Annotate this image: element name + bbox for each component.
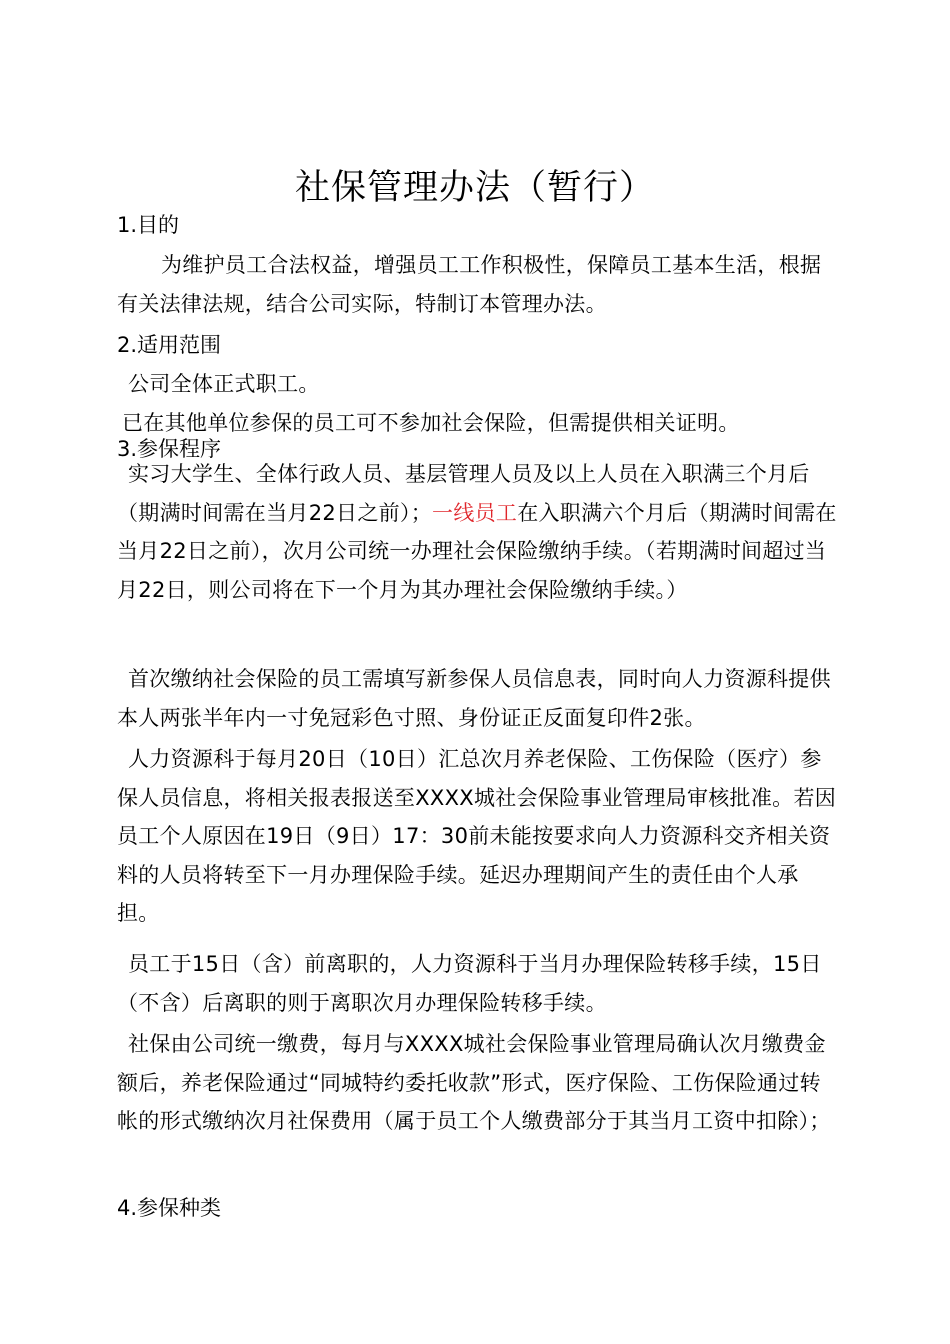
paragraph-procedure-2: 首次缴纳社会保险的员工需填写新参保人员信息表，同时向人力资源科提供本人两张半年内一寸免冠彩色寸照、身份证正反面复印件2张。 — [117, 667, 831, 730]
section-heading-purpose: 1.目的 — [117, 213, 180, 237]
paragraph-procedure-1 — [117, 455, 837, 609]
paragraph-purpose: 为维护员工合法权益，增强员工工作积极性，保障员工基本生活，根据有关法律法规，结合公司实际，特制订本管理办法。 — [117, 253, 822, 316]
section-heading-insurance-types: 4.参保种类 — [117, 1196, 222, 1220]
highlight-frontline-staff: 一线员工 — [432, 500, 518, 525]
paragraph-procedure-5: 社保由公司统一缴费，每月与XXXX城社会保险事业管理局确认次月缴费金额后，养老保险通过“同城特约委托收款”形式，医疗保险、工伤保险通过转帐的形式缴纳次月社保费用（属于员工个人缴费部分于其当月工资中扣除）； — [117, 1032, 831, 1133]
paragraph-procedure-4: 员工于15日（含）前离职的，人力资源科于当月办理保险转移手续，15日（不含）后离职的则于离职次月办理保险转移手续。 — [117, 952, 822, 1015]
section-heading-procedure: 3.参保程序 — [117, 437, 222, 461]
text-run: 在入职满六个月后（期满时间需在当月22日之前），次月公司统一办理社会保险缴纳手续。（若期满时间超过当月22日，则公司将在下一个月为其办理社会保险缴纳手续。） — [117, 500, 837, 602]
paragraph-scope-2: 已在其他单位参保的员工可不参加社会保险，但需提供相关证明。 — [122, 411, 740, 435]
paragraph-procedure-3: 人力资源科于每月20日（10日）汇总次月养老保险、工伤保险（医疗）参保人员信息，将相关报表报送至XXXX城社会保险事业管理局审核批准。若因员工个人原因在19日（9日）17：30前未能按要求向人力资源科交齐相关资料的人员将转至下一月办理保险手续。延迟办理期间产生的责任由个人承担。 — [117, 747, 837, 925]
document-title: 社保管理办法（暂行） — [294, 168, 655, 208]
section-heading-scope: 2.适用范围 — [117, 333, 222, 357]
paragraph-scope-1: 公司全体正式职工。 — [128, 372, 320, 396]
text-run: 实习大学生、全体行政人员、基层管理人员及以上人员在入职满三个月后（期满时间需在当月22日之前）； — [117, 462, 810, 525]
